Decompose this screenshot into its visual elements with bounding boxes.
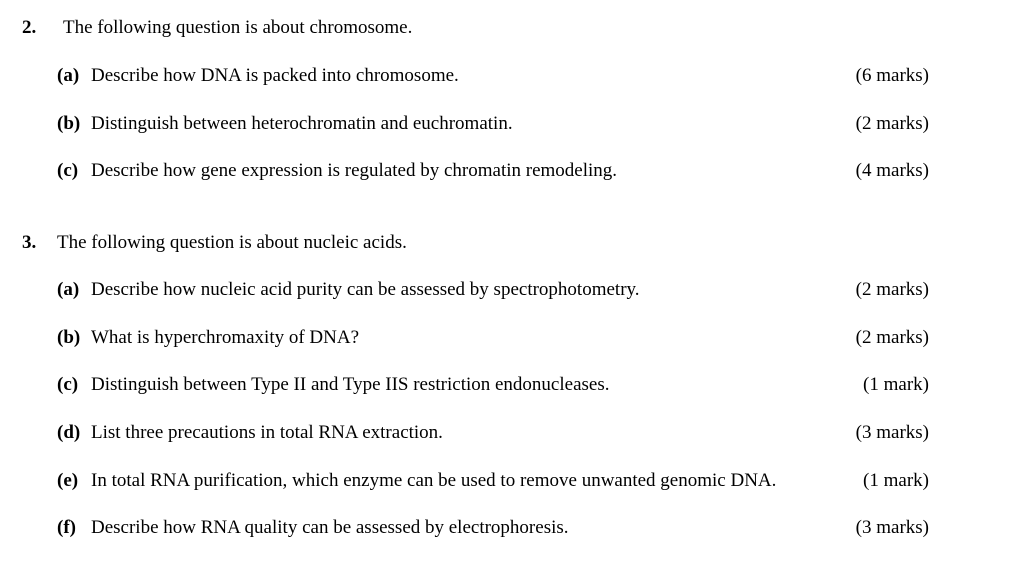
part-text: Describe how RNA quality can be assessed by electrophoresis. bbox=[91, 517, 569, 538]
part-text: In total RNA purification, which enzyme can be used to remove unwanted genomic DNA. bbox=[91, 470, 777, 491]
part-label: (c) bbox=[57, 374, 79, 395]
marks: (6 marks) bbox=[855, 65, 929, 86]
question-stem: The following question is about nucleic acids. bbox=[57, 232, 407, 253]
question-part bbox=[0, 420, 1019, 446]
marks: (2 marks) bbox=[855, 327, 929, 348]
question-part bbox=[0, 111, 1019, 137]
question-2-header bbox=[0, 15, 1019, 41]
question-stem: The following question is about chromosome. bbox=[63, 17, 413, 38]
question-3-header bbox=[0, 230, 1019, 256]
part-label: (b) bbox=[57, 327, 81, 348]
part-text: What is hyperchromaxity of DNA? bbox=[91, 327, 360, 348]
part-label: (a) bbox=[57, 65, 80, 86]
part-text: Distinguish between Type II and Type IIS restriction endonucleases. bbox=[91, 374, 610, 395]
question-part bbox=[0, 468, 1019, 494]
marks: (4 marks) bbox=[855, 160, 929, 181]
marks: (2 marks) bbox=[855, 279, 929, 300]
question-part bbox=[0, 158, 1019, 184]
marks: (3 marks) bbox=[855, 517, 929, 538]
part-label: (d) bbox=[57, 422, 81, 443]
question-part bbox=[0, 277, 1019, 303]
marks: (3 marks) bbox=[855, 422, 929, 443]
part-text: Describe how DNA is packed into chromosome. bbox=[91, 65, 459, 86]
part-label: (f) bbox=[57, 517, 76, 538]
part-label: (b) bbox=[57, 113, 81, 134]
part-text: Describe how gene expression is regulated by chromatin remodeling. bbox=[91, 160, 618, 181]
part-text: List three precautions in total RNA extraction. bbox=[91, 422, 443, 443]
part-label: (e) bbox=[57, 470, 79, 491]
part-label: (a) bbox=[57, 279, 80, 300]
marks: (1 mark) bbox=[863, 470, 929, 491]
marks: (2 marks) bbox=[855, 113, 929, 134]
question-number: 3. bbox=[22, 232, 37, 253]
marks: (1 mark) bbox=[863, 374, 929, 395]
question-number: 2. bbox=[22, 17, 37, 38]
part-text: Distinguish between heterochromatin and euchromatin. bbox=[91, 113, 513, 134]
question-part bbox=[0, 63, 1019, 89]
part-text: Describe how nucleic acid purity can be assessed by spectrophotometry. bbox=[91, 279, 640, 300]
question-part bbox=[0, 515, 1019, 541]
question-part bbox=[0, 372, 1019, 398]
part-label: (c) bbox=[57, 160, 79, 181]
question-part bbox=[0, 325, 1019, 351]
